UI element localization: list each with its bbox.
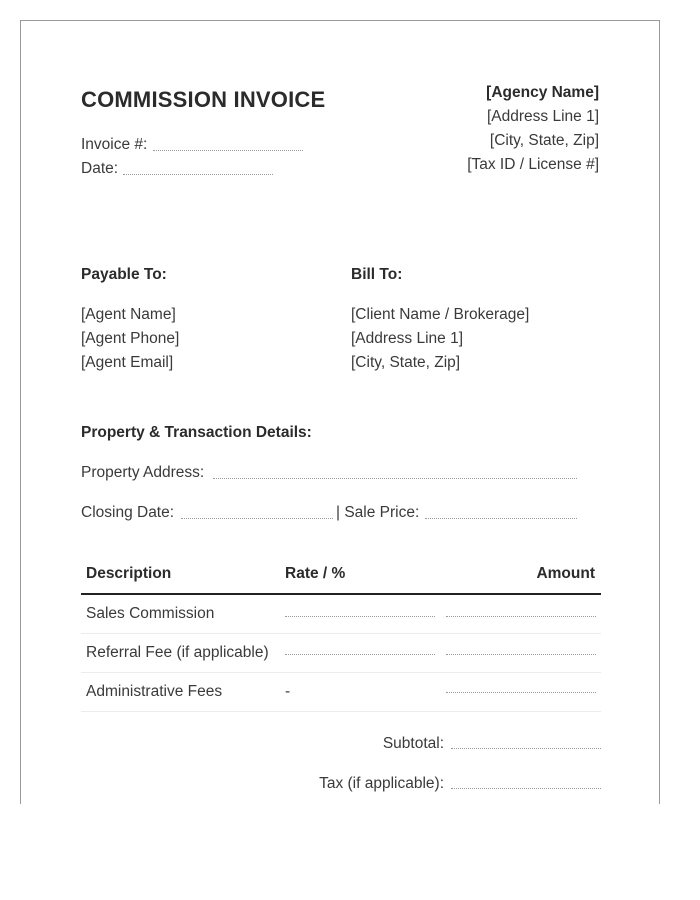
row-administrative-fees-description: Administrative Fees bbox=[86, 683, 223, 700]
closing-date-label: Closing Date: bbox=[81, 504, 175, 521]
row-sales-commission-rate-field[interactable] bbox=[285, 616, 435, 617]
row-divider bbox=[81, 633, 601, 634]
tax-field[interactable] bbox=[451, 788, 601, 789]
bill-to-heading: Bill To: bbox=[351, 266, 403, 283]
closing-date-field[interactable] bbox=[181, 518, 333, 519]
invoice-number-label: Invoice #: bbox=[81, 136, 148, 153]
row-sales-commission-amount-field[interactable] bbox=[446, 616, 596, 617]
agency-name: [Agency Name] bbox=[486, 84, 599, 101]
column-amount: Amount bbox=[536, 565, 595, 582]
property-heading: Property & Transaction Details: bbox=[81, 424, 312, 441]
row-administrative-fees-amount-field[interactable] bbox=[446, 692, 596, 693]
tax-label: Tax (if applicable): bbox=[319, 775, 444, 792]
agency-city-state-zip: [City, State, Zip] bbox=[489, 132, 599, 149]
client-name: [Client Name / Brokerage] bbox=[351, 306, 530, 323]
column-description: Description bbox=[86, 565, 172, 582]
client-city-state-zip: [City, State, Zip] bbox=[351, 354, 461, 371]
agent-phone: [Agent Phone] bbox=[81, 330, 180, 347]
row-sales-commission-description: Sales Commission bbox=[86, 605, 215, 622]
payable-to-heading: Payable To: bbox=[81, 266, 167, 283]
row-referral-fee-description: Referral Fee (if applicable) bbox=[86, 644, 269, 661]
agency-address-line-1: [Address Line 1] bbox=[486, 108, 599, 125]
property-address-field[interactable] bbox=[213, 478, 577, 479]
agent-email: [Agent Email] bbox=[81, 354, 174, 371]
agency-tax-id: [Tax ID / License #] bbox=[467, 156, 599, 173]
row-referral-fee-rate-field[interactable] bbox=[285, 654, 435, 655]
agent-name: [Agent Name] bbox=[81, 306, 176, 323]
client-address-line-1: [Address Line 1] bbox=[351, 330, 464, 347]
subtotal-field[interactable] bbox=[451, 748, 601, 749]
table-header-rule bbox=[81, 593, 601, 595]
row-referral-fee-amount-field[interactable] bbox=[446, 654, 596, 655]
property-address-label: Property Address: bbox=[81, 464, 205, 481]
invoice-date-label: Date: bbox=[81, 160, 119, 177]
row-administrative-fees-rate: - bbox=[285, 683, 291, 700]
subtotal-label: Subtotal: bbox=[382, 735, 444, 752]
row-divider bbox=[81, 711, 601, 712]
invoice-page bbox=[20, 20, 660, 804]
invoice-date-field[interactable] bbox=[123, 174, 273, 175]
row-divider bbox=[81, 672, 601, 673]
column-rate: Rate / % bbox=[285, 565, 346, 582]
invoice-number-field[interactable] bbox=[153, 150, 303, 151]
sale-price-label: | Sale Price: bbox=[336, 504, 420, 521]
sale-price-field[interactable] bbox=[425, 518, 577, 519]
invoice-title: COMMISSION INVOICE bbox=[81, 87, 326, 112]
